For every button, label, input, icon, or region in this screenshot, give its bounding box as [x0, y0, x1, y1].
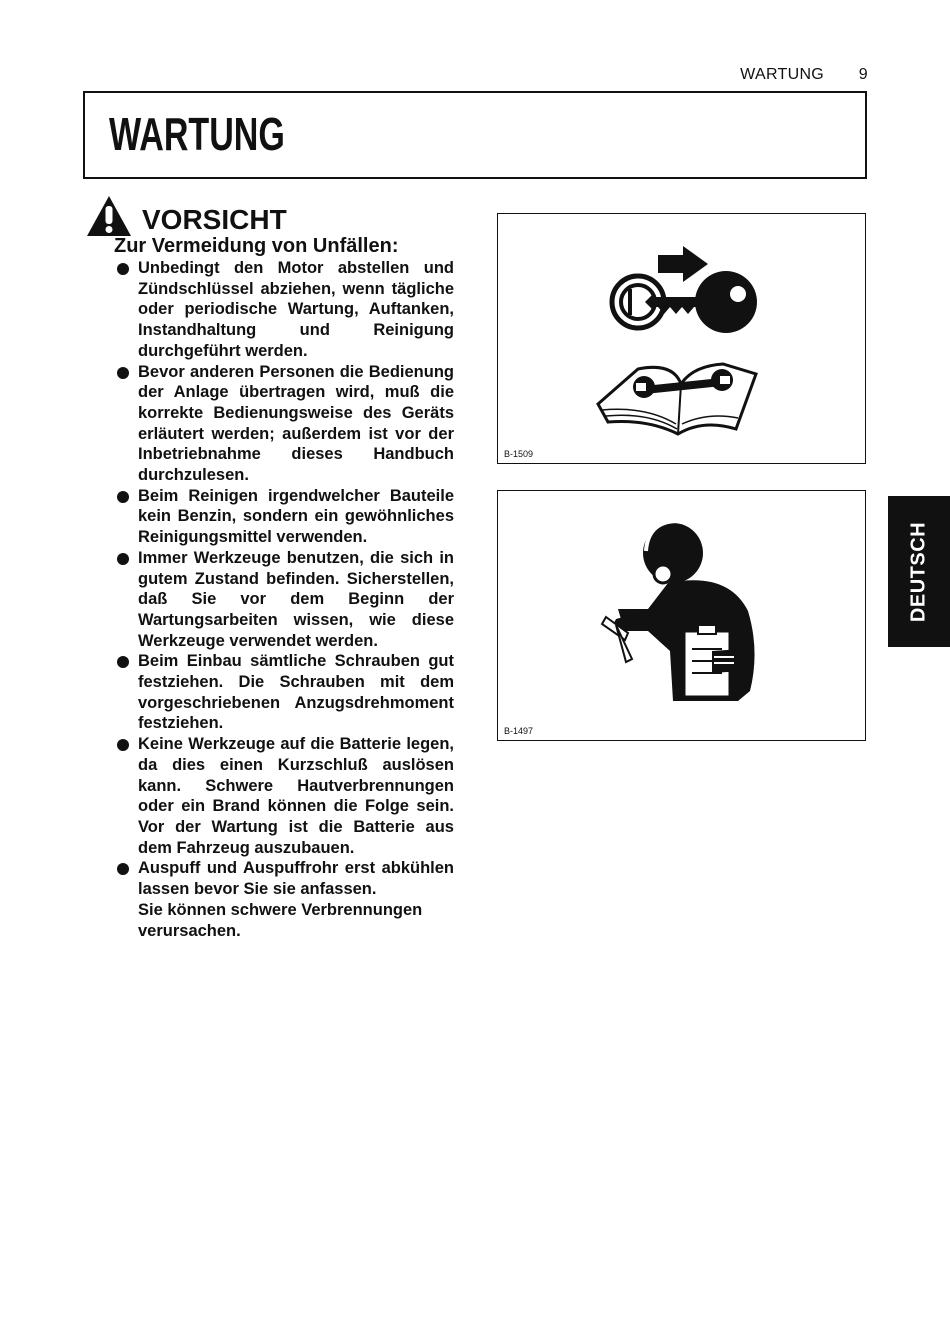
list-item: Immer Werkzeuge benutzen, die sich in gutem Zustand befinden. Sicherstellen, daß Sie vor dem Beginn der Wartungsarbeiten wissen, wie diese Werkzeuge verwendet werden. — [114, 548, 454, 652]
warning-subtitle: Zur Vermeidung von Unfällen: — [114, 235, 399, 257]
bullet-icon — [117, 656, 129, 668]
list-item: Bevor anderen Personen die Bedienung der Anlage übertragen wird, muß die korrekte Bedienungsweise des Geräts erläutert werden; außerdem ist vor der Inbetriebnahme dieses Handbuch durchzulesen. — [114, 362, 454, 486]
list-item: Beim Reinigen irgendwelcher Bauteile kein Benzin, sondern ein gewöhnliches Reinigungsmittel verwenden. — [114, 486, 454, 548]
bullet-icon — [117, 739, 129, 751]
bullet-extra-line: Sie können schwere Verbrennungen verursachen. — [138, 900, 423, 940]
page-title: WARTUNG — [109, 108, 285, 160]
figure-code: B-1497 — [504, 726, 534, 736]
mechanic-with-checklist-icon — [498, 491, 865, 740]
warning-triangle-icon — [86, 195, 132, 237]
page-number: 9 — [858, 66, 868, 83]
bullet-icon — [117, 367, 129, 379]
bullet-icon — [117, 863, 129, 875]
list-item: Unbedingt den Motor abstellen und Zündschlüssel abziehen, wenn tägliche oder periodische Wartung, Auftanken, Instandhaltung und Reinigung durchgeführt werden. — [114, 258, 454, 362]
list-item: Keine Werkzeuge auf die Batterie legen, da dies einen Kurzschluß auslösen kann. Schwere Hautverbrennungen oder ein Brand können die Folge sein. Vor der Wartung ist die Batterie aus dem Fahrzeug auszubauen. — [114, 734, 454, 858]
list-item: Auspuff und Auspuffrohr erst abkühlen lassen bevor Sie sie anfassen. Sie können schwere Verbrennungen verursachen. — [114, 858, 454, 941]
warning-signal-word: VORSICHT — [142, 204, 287, 235]
title-box — [83, 91, 867, 179]
bullet-icon — [117, 263, 129, 275]
bullet-icon — [117, 553, 129, 565]
figure-mechanic-checklist — [497, 490, 866, 741]
running-header — [740, 66, 868, 84]
language-label: DEUTSCH — [907, 521, 930, 622]
language-side-tab — [888, 496, 950, 647]
key-removal-and-manual-icon — [498, 214, 865, 463]
figure-code: B-1509 — [504, 449, 534, 459]
list-item: Beim Einbau sämtliche Schrauben gut festziehen. Die Schrauben mit dem vorgeschriebenen Anzugsdrehmoment festziehen. — [114, 651, 454, 734]
figure-key-and-manual — [497, 213, 866, 464]
bullet-icon — [117, 491, 129, 503]
safety-bullet-list — [114, 258, 454, 941]
header-section: WARTUNG — [740, 66, 825, 83]
